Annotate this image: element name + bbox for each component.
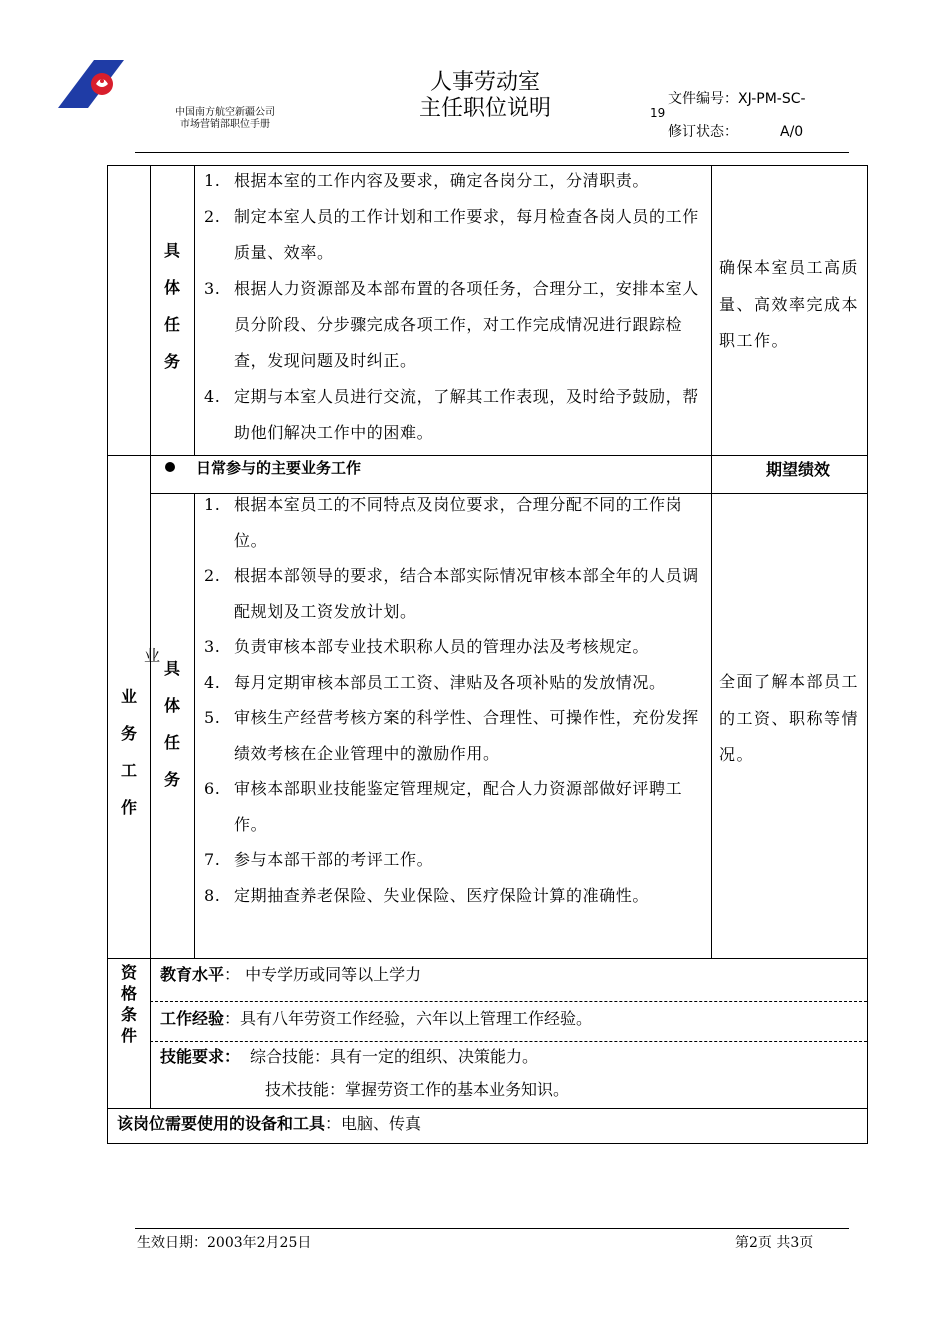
company-name — [150, 107, 300, 131]
bullet-icon — [165, 462, 175, 472]
list-item: 2. 制定本室人员的工作计划和工作要求，每月检查各岗人员的工作质量、效率。 — [204, 207, 699, 262]
doc-number: 文件编号：XJ-PM-SC- — [668, 91, 806, 107]
doc-number-wrap: 19 — [650, 106, 666, 120]
page-number: 第2页 共3页 — [735, 1235, 814, 1251]
header-divider — [135, 152, 849, 153]
col-divider-qual — [150, 958, 151, 1108]
list-item: 1. 根据本室员工的不同特点及岗位要求，合理分配不同的工作岗位。 — [204, 495, 683, 550]
skills-row-2: 技术技能：掌握劳资工作的基本业务知识。 — [265, 1080, 570, 1099]
section2-performance: 全面了解本部员工的工资、职称等情况。 — [719, 672, 860, 764]
company-line-2: 市场营销部职位手册 — [180, 119, 270, 130]
page-title — [380, 70, 590, 122]
section1-performance: 确保本室员工高质量、高效率完成本职工作。 — [719, 258, 860, 350]
section2-outer-label: 业 务 工 作 — [120, 687, 137, 817]
list-item: 4. 每月定期审核本部员工工资、津贴及各项补贴的发放情况。 — [204, 672, 666, 692]
footer-divider — [135, 1228, 849, 1229]
title-line-2: 主任职位说明 — [418, 96, 551, 121]
col-divider-perf — [711, 166, 712, 958]
row-divider-1 — [108, 455, 867, 456]
section2-label: 具 体 任 务 — [163, 659, 180, 789]
equipment-row: 该岗位需要使用的设备和工具：电脑、传真 — [117, 1114, 422, 1133]
row-divider-3 — [108, 958, 867, 959]
list-item: 1. 根据本室的工作内容及要求，确定各岗分工，分清职责。 — [204, 171, 650, 190]
education-row: 教育水平： 中专学历或同等以上学力 — [160, 965, 422, 984]
revision-label: 修订状态： — [668, 124, 738, 140]
company-line-1: 中国南方航空新疆公司 — [175, 107, 275, 118]
section1-task-list — [204, 163, 704, 451]
experience-row: 工作经验：具有八年劳资工作经验，六年以上管理工作经验。 — [160, 1009, 593, 1028]
skills-row: 技能要求： 综合技能：具有一定的组织、决策能力。 — [160, 1047, 539, 1066]
list-item: 4. 定期与本室人员进行交流，了解其工作表现，及时给予鼓励，帮助他们解决工作中的困难。 — [204, 387, 699, 442]
company-logo-icon — [58, 60, 124, 108]
list-item: 7. 参与本部干部的考评工作。 — [204, 850, 434, 869]
section2-stray-char: 业 — [143, 646, 160, 665]
col-divider-label-2 — [194, 493, 195, 958]
title-line-1: 人事劳动室 — [429, 70, 540, 95]
job-description-table — [107, 165, 868, 1144]
list-item: 3. 负责审核本部专业技术职称人员的管理办法及考核规定。 — [204, 637, 650, 656]
qualifications-label: 资 格 条 件 — [120, 963, 137, 1045]
section2-heading: 日常参与的主要业务工作 — [196, 459, 362, 477]
section2-perf-heading: 期望绩效 — [766, 460, 831, 479]
effective-date: 生效日期：2003年2月25日 — [137, 1235, 312, 1251]
list-item: 2. 根据本部领导的要求，结合本部实际情况审核本部全年的人员调配规划及工资发放计划。 — [204, 566, 699, 621]
revision-status — [668, 121, 803, 141]
section1-label: 具 体 任 务 — [163, 241, 180, 371]
section2-task-list — [204, 487, 704, 913]
col-divider-label-1 — [194, 166, 195, 455]
col-divider-outer — [150, 166, 151, 958]
list-item: 6. 审核本部职业技能鉴定管理规定，配合人力资源部做好评聘工作。 — [204, 779, 683, 834]
list-item: 8. 定期抽查养老保险、失业保险、医疗保险计算的准确性。 — [204, 885, 650, 905]
dashed-divider-1 — [150, 1001, 867, 1002]
row-divider-4 — [108, 1108, 867, 1109]
dashed-divider-2 — [150, 1041, 867, 1042]
revision-value: A/0 — [780, 124, 804, 140]
list-item: 5. 审核生产经营考核方案的科学性、合理性、可操作性，充份发挥绩效考核在企业管理中的激励作用。 — [204, 708, 699, 763]
list-item: 3. 根据人力资源部及本部布置的各项任务，合理分工，安排本室人员分阶段、分步骤完成各项工作，对工作完成情况进行跟踪检查，发现问题及时纠正。 — [204, 279, 699, 370]
